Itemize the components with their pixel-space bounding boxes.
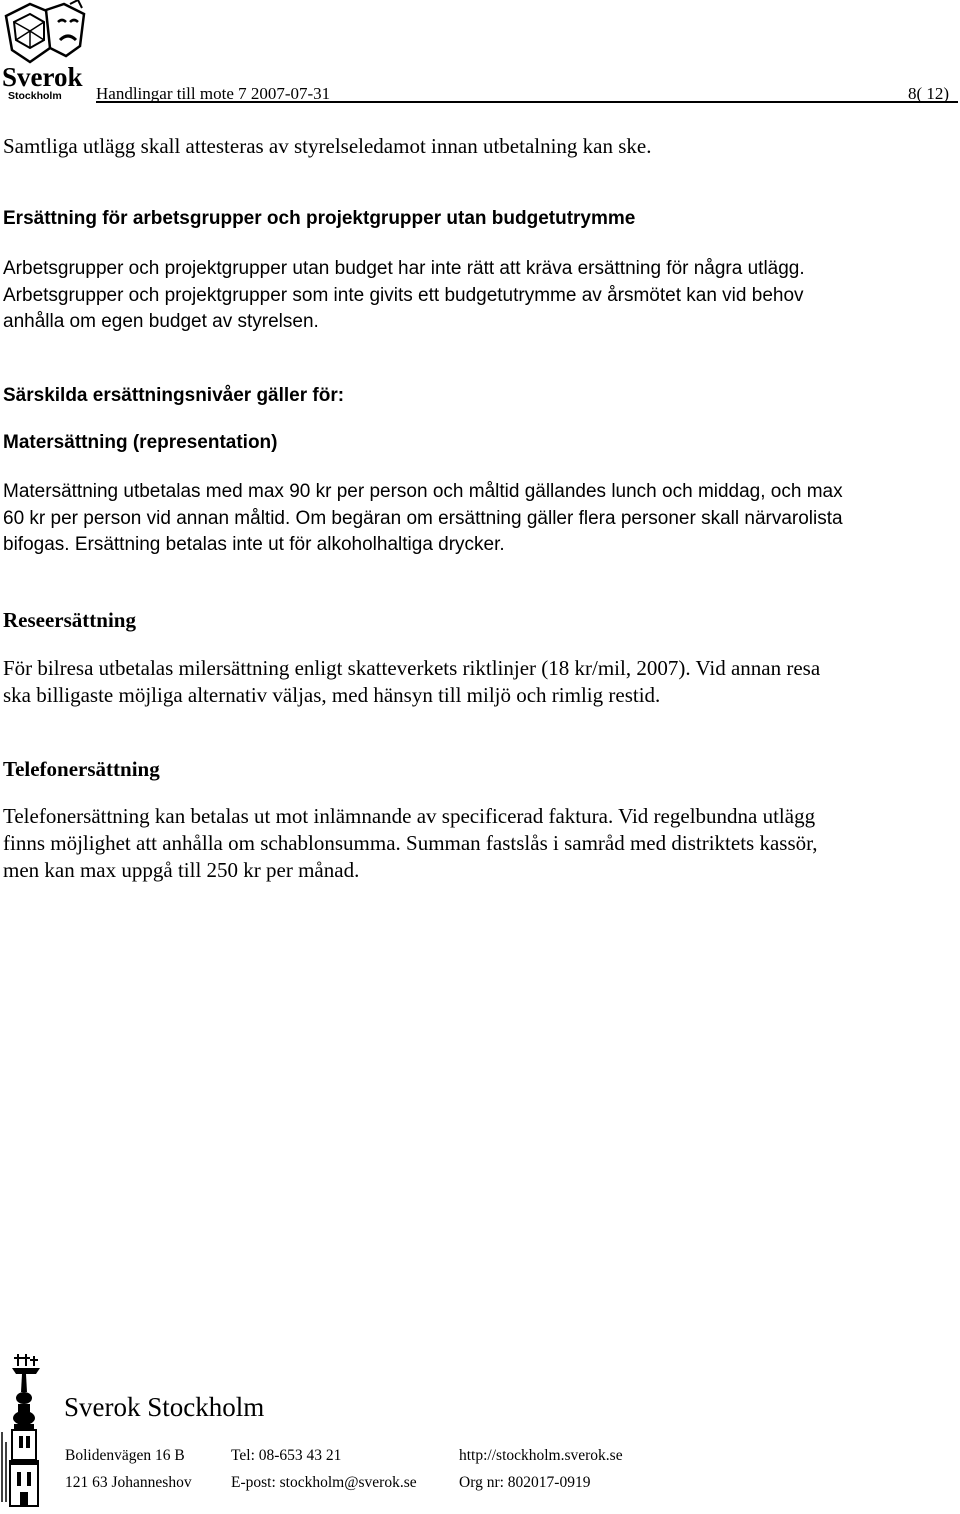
theater-masks-icon [0,0,96,104]
section-heading-travel: Reseersättning [3,608,136,632]
intro-paragraph: Samtliga utlägg skall attesteras av styrelseledamot innan utbetalning kan ske. [3,134,652,158]
footer-phone: Tel: 08-653 43 21 [231,1447,342,1464]
footer-org-name: Sverok Stockholm [64,1392,265,1422]
footer-address-line1: Bolidenvägen 16 B [65,1447,185,1464]
footer-org-nr: Org nr: 802017-0919 [459,1474,591,1491]
header-divider [96,101,958,103]
subheading-meal: Matersättning (representation) [3,432,278,453]
paragraph-line: För bilresa utbetalas milersättning enligt skatteverkets riktlinjer (18 kr/mil, 2007). Vid annan resa [3,656,821,680]
church-tower-logo [0,1352,50,1509]
sverok-logo [0,0,96,104]
footer-url[interactable]: http://stockholm.sverok.se [459,1447,623,1464]
paragraph-line: bifogas. Ersättning betalas inte ut för alkoholhaltiga drycker. [3,534,505,555]
paragraph-line: Arbetsgrupper och projektgrupper utan budget har inte rätt att kräva ersättning för några utlägg. [3,258,805,279]
paragraph-line: ska billigaste möjliga alternativ väljas, med hänsyn till miljö och rimlig restid. [3,683,661,707]
paragraph-line: Matersättning utbetalas med max 90 kr per person och måltid gällandes lunch och middag, och max [3,481,843,502]
paragraph-line: men kan max uppgå till 250 kr per månad. [3,858,360,882]
logo-subtext: Stockholm [8,90,62,102]
footer-email[interactable]: E-post: stockholm@sverok.se [231,1474,417,1491]
paragraph-line: anhålla om egen budget av styrelsen. [3,311,319,332]
section-heading-levels: Särskilda ersättningsnivåer gäller för: [3,385,345,406]
church-tower-icon [0,1352,50,1509]
logo-wordmark: Sverok [2,62,83,92]
header-title: Handlingar till mote 7 2007-07-31 [96,84,331,103]
paragraph-line: Telefonersättning kan betalas ut mot inlämnande av specificerad faktura. Vid regelbundna utlägg [3,804,816,828]
section-heading-phone: Telefonersättning [3,757,160,781]
paragraph-line: finns möjlighet att anhålla om schablonsumma. Summan fastslås i samråd med distriktets kassör, [3,831,818,855]
footer-address-line2: 121 63 Johanneshov [65,1474,192,1491]
paragraph-line: Arbetsgrupper och projektgrupper som inte givits ett budgetutrymme av årsmötet kan vid behov [3,285,804,306]
section-heading-budget: Ersättning för arbetsgrupper och projektgrupper utan budgetutrymme [3,208,636,229]
paragraph-line: 60 kr per person vid annan måltid. Om begäran om ersättning gäller flera personer skall närvarolista [3,508,843,529]
page-number: 8( 12) [908,84,950,103]
